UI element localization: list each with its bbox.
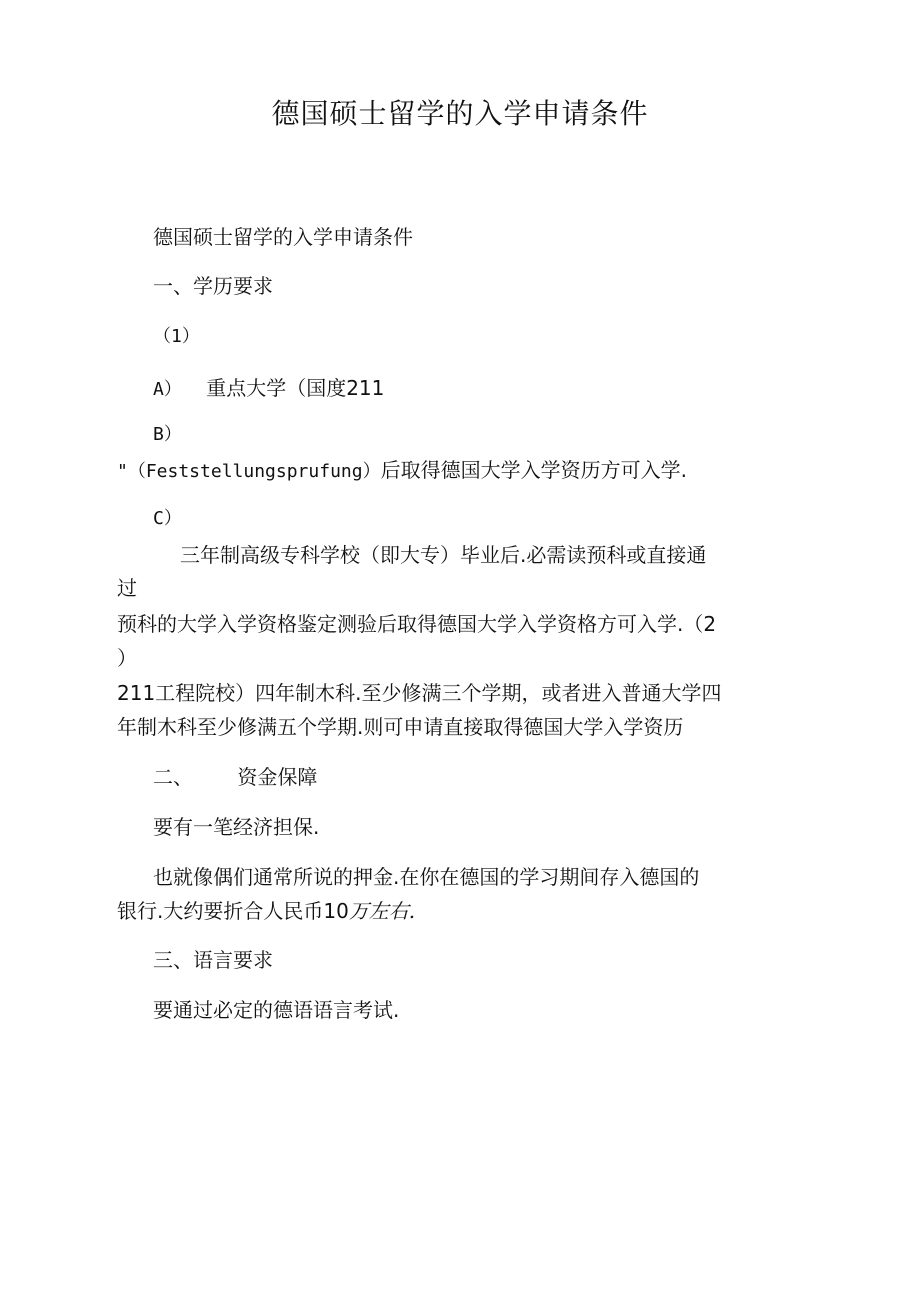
item-a-text: 重点大学（国度211 bbox=[206, 376, 385, 400]
amount-text: 银行.大约要折合人民币10 bbox=[117, 899, 349, 923]
paragraph-line: 预科的大学入学资格鉴定测验后取得德国大学入学资格方可入学.（2 bbox=[117, 612, 717, 636]
paragraph-line: 211工程院校）四年制木科.至少修满三个学期，或者进入普通大学四 bbox=[117, 681, 722, 705]
section-number: 二、 bbox=[153, 765, 193, 789]
subtitle: 德国硕士留学的入学申请条件 bbox=[153, 225, 413, 249]
section-heading-education: 一、学历要求 bbox=[153, 274, 273, 298]
exam-name: "（Feststellungsprufung） bbox=[117, 461, 381, 482]
paragraph-line: 年制木科至少修满五个学期.则可申请直接取得德国大学入学资历 bbox=[117, 715, 684, 739]
paragraph-line bbox=[117, 896, 415, 926]
amount-suffix: 万左右. bbox=[348, 899, 416, 923]
document-title: 德国硕士留学的入学申请条件 bbox=[271, 97, 649, 130]
item-marker-a: A） bbox=[153, 379, 182, 400]
item-marker-1: （1） bbox=[153, 326, 200, 347]
paragraph-line bbox=[153, 373, 384, 405]
section-title: 资金保障 bbox=[237, 765, 318, 789]
paragraph-line: 过 bbox=[117, 576, 137, 600]
item-b-text: 后取得德国大学入学资历方可入学. bbox=[380, 458, 687, 482]
paragraph-line: 要有一笔经济担保. bbox=[153, 815, 320, 839]
paragraph-line: 要通过必定的德语语言考试. bbox=[153, 998, 400, 1022]
paragraph-line: 也就像偶们通常所说的押金.在你在德国的学习期间存入德国的 bbox=[153, 865, 700, 889]
paragraph-line bbox=[117, 455, 687, 487]
item-marker-c: C） bbox=[153, 508, 182, 529]
paragraph-line: ） bbox=[117, 646, 137, 670]
item-marker-b: B） bbox=[153, 424, 182, 445]
section-heading-language: 三、语言要求 bbox=[153, 948, 273, 972]
section-heading-funding bbox=[153, 762, 317, 792]
paragraph-line: 三年制高级专科学校（即大专）毕业后.必需读预科或直接通 bbox=[180, 543, 707, 567]
